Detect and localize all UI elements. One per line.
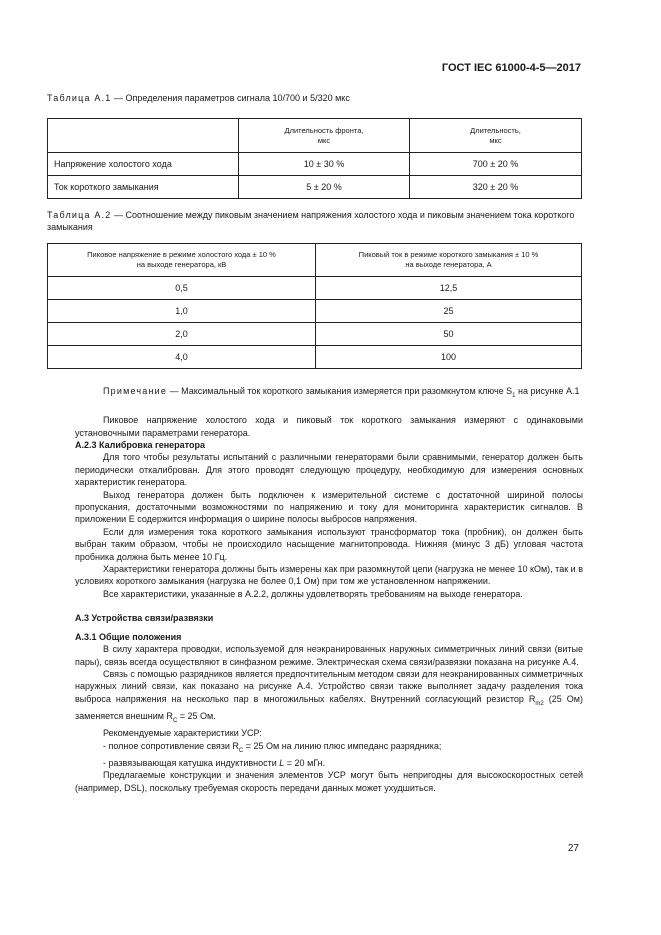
paragraph: Выход генератора должен быть подключен к измерительной системе с достаточной шириной полосы пропускания, достаточными возможностями по напряжению и току для мониторинга характеристик сигналов. В приложении Е содержится информация о ширине полосы выбросов напряжения. [75, 489, 583, 525]
table1-label: Таблица А.1 [47, 93, 112, 103]
table1-caption [47, 92, 350, 104]
table1-header-row [48, 119, 582, 153]
note-label: Примечание [103, 386, 168, 396]
table-cell: 5 ± 20 % [239, 176, 410, 199]
note: Примечание — Максимальный ток короткого замыкания измеряется при разомкнутом ключе $S_1$ на рисунке А.1 [103, 386, 580, 399]
table2 [47, 243, 582, 369]
paragraph: Пиковое напряжение холостого хода и пиковый ток короткого замыкания измеряют с одинаковыми установочными параметрами генератора. [75, 415, 583, 438]
paragraph: Характеристики генератора должны быть измерены как при разомкнутой цепи (нагрузка не менее 10 кОм), так и в условиях короткого замыкания (нагрузка не более 0,1 Ом) при том же установленном напряжении. [75, 564, 583, 587]
paragraph: Все характеристики, указанные в А.2.2, должны удовлетворять требованиям на выходе генератора. [103, 588, 523, 599]
table2-header-cell: Пиковое напряжение в режиме холостого хода ± 10 % на выходе генератора, кВ [48, 244, 316, 277]
table-cell: Напряжение холостого хода [48, 153, 239, 176]
list-item: - развязывающая катушка индуктивности L = 20 мГн. [103, 757, 326, 768]
paragraph: Связь с помощью разрядников является предпочтительным методом связи для неэкранированных симметричных наружных линий связи, как показано на рисунке А.4. Устройство связи также выполняет задачу разделения тока выброса напряжения на несколько пар в многожильных кабелях. Внутренний согласующий резистор $R_{m2}$ (25 Ом) заменяется внешним $R_C = 25$ Ом. [75, 668, 583, 724]
table-row [48, 300, 582, 323]
table-cell: 50 [316, 323, 582, 346]
table-cell: 320 ± 20 % [410, 176, 582, 199]
paragraph: В силу характера проводки, используемой для неэкранированных наружных симметричных линий связи (витые пары), связь всегда осуществляют в синфазном режиме. Электрическая схема связи/развязки показана на рисунке А.4. [75, 644, 583, 667]
table-row [48, 346, 582, 369]
table2-header-cell: Пиковый ток в режиме короткого замыкания ± 10 % на выходе генератора, А [316, 244, 582, 277]
table-cell: 2,0 [48, 323, 316, 346]
table1-title: — Определения параметров сигнала 10/700 и 5/320 мкс [111, 93, 350, 103]
table-cell: Ток короткого замыкания [48, 176, 239, 199]
table-cell: 0,5 [48, 277, 316, 300]
section-heading-a31: А.3.1 Общие положения [75, 631, 182, 642]
table-row [48, 153, 582, 176]
table1 [47, 118, 582, 199]
table-row [48, 323, 582, 346]
section-heading-a23: А.2.3 Калибровка генератора [75, 440, 205, 451]
table-cell: 10 ± 30 % [239, 153, 410, 176]
paragraph: Предлагаемые конструкции и значения элементов УСР могут быть непригодны для высокоскоростных сетей (например, DSL), поскольку требуемая скорость передачи данных может ухудшиться. [75, 770, 583, 793]
table-cell: 1,0 [48, 300, 316, 323]
table2-label: Таблица А.2 [47, 210, 112, 220]
document-header: ГОСТ IEC 61000-4-5—2017 [441, 62, 581, 74]
table2-header-row [48, 244, 582, 277]
table-cell: 100 [316, 346, 582, 369]
list-item: - полное сопротивление связи $R_C = 25$ Ом на линию плюс импеданс разрядника; [103, 740, 442, 754]
table2-caption [47, 209, 587, 233]
table-row [48, 176, 582, 199]
paragraph: Рекомендуемые характеристики УСР: [103, 728, 262, 739]
body-text [75, 385, 583, 794]
table1-header-cell: Длительность фронта, мкс [239, 119, 410, 153]
table-cell: 12,5 [316, 277, 582, 300]
paragraph: Для того чтобы результаты испытаний с различными генераторами были сравнимыми, генератор должен быть периодически откалиброван. Для этого проводят следующую процедуру, необходимую для измерения основных характеристик генератора. [75, 452, 583, 488]
table-row [48, 277, 582, 300]
table1-header-cell: Длительность, мкс [410, 119, 582, 153]
page-number: 27 [567, 843, 579, 854]
table-cell: 700 ± 20 % [410, 153, 582, 176]
table-cell: 25 [316, 300, 582, 323]
table1-header-cell [48, 119, 239, 153]
section-heading-a3: А.3 Устройства связи/развязки [75, 613, 214, 624]
table2-title: — Соотношение между пиковым значением напряжения холостого хода и пиковым значением тока короткого замыкания [47, 210, 575, 232]
table-cell: 4,0 [48, 346, 316, 369]
paragraph: Если для измерения тока короткого замыкания используют трансформатор тока (пробник), он должен быть выбран таким образом, чтобы не происходило насыщение магнитопровода. Нижняя (минус 3 дБ) угловая частота пробника должна быть менее 10 Гц. [75, 526, 583, 562]
